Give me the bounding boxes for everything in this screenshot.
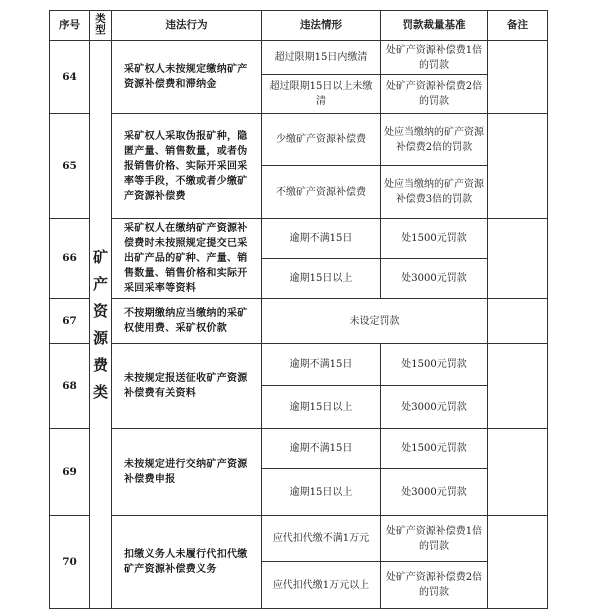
penalty-cell: 处3000元罚款 bbox=[381, 259, 488, 299]
remark-cell bbox=[488, 516, 548, 609]
situation-cell: 逾期15日以上 bbox=[262, 469, 381, 516]
penalty-cell: 处应当缴纳的矿产资源补偿费2倍的罚款 bbox=[381, 114, 488, 166]
remark-cell bbox=[488, 299, 548, 344]
situation-cell: 逾期15日以上 bbox=[262, 259, 381, 299]
behavior-cell: 不按期缴纳应当缴纳的采矿权使用费、采矿权价款 bbox=[112, 299, 262, 344]
remark-cell bbox=[488, 114, 548, 219]
penalty-cell: 处应当缴纳的矿产资源补偿费3倍的罚款 bbox=[381, 166, 488, 219]
header-num: 序号 bbox=[50, 11, 90, 41]
row-number: 69 bbox=[50, 429, 90, 516]
situation-cell: 逾期不满15日 bbox=[262, 344, 381, 386]
situation-cell: 应代扣代缴不满1万元 bbox=[262, 516, 381, 562]
penalty-cell: 处矿产资源补偿费1倍的罚款 bbox=[381, 41, 488, 75]
behavior-cell: 采矿权人未按规定缴纳矿产资源补偿费和滞纳金 bbox=[112, 41, 262, 114]
row-number: 70 bbox=[50, 516, 90, 609]
penalty-cell: 处3000元罚款 bbox=[381, 386, 488, 429]
remark-cell bbox=[488, 219, 548, 299]
penalty-cell: 处1500元罚款 bbox=[381, 219, 488, 259]
penalty-cell: 处1500元罚款 bbox=[381, 429, 488, 469]
penalty-cell: 处矿产资源补偿费2倍的罚款 bbox=[381, 562, 488, 609]
row-number: 66 bbox=[50, 219, 90, 299]
behavior-cell: 未按规定报送征收矿产资源补偿费有关资料 bbox=[112, 344, 262, 429]
row-number: 68 bbox=[50, 344, 90, 429]
category-cell: 矿产资源费类 bbox=[90, 41, 112, 609]
table-row bbox=[50, 344, 548, 386]
row-number: 65 bbox=[50, 114, 90, 219]
table-row bbox=[50, 219, 548, 259]
behavior-cell: 采矿权人在缴纳矿产资源补偿费时未按照规定提交已采出矿产品的矿种、产量、销售数量、销售价格和实际开采回采率等资料 bbox=[112, 219, 262, 299]
header-behavior: 违法行为 bbox=[112, 11, 262, 41]
situation-cell: 超过限期15日以上未缴清 bbox=[262, 75, 381, 114]
penalty-cell: 处1500元罚款 bbox=[381, 344, 488, 386]
situation-cell: 逾期不满15日 bbox=[262, 429, 381, 469]
table-row bbox=[50, 41, 548, 75]
header-situation: 违法情形 bbox=[262, 11, 381, 41]
situation-cell: 逾期不满15日 bbox=[262, 219, 381, 259]
behavior-cell: 扣缴义务人未履行代扣代缴矿产资源补偿费义务 bbox=[112, 516, 262, 609]
situation-cell: 少缴矿产资源补偿费 bbox=[262, 114, 381, 166]
penalty-cell: 处3000元罚款 bbox=[381, 469, 488, 516]
header-remark: 备注 bbox=[488, 11, 548, 41]
penalty-cell: 处矿产资源补偿费2倍的罚款 bbox=[381, 75, 488, 114]
situation-cell: 应代扣代缴1万元以上 bbox=[262, 562, 381, 609]
table-row bbox=[50, 114, 548, 166]
table-row bbox=[50, 299, 548, 344]
behavior-cell: 采矿权人采取伪报矿种，隐匿产量、销售数量，或者伪报销售价格、实际开采回采率等手段，不缴或者少缴矿产资源补偿费 bbox=[112, 114, 262, 219]
row-number: 64 bbox=[50, 41, 90, 114]
header-row bbox=[50, 11, 548, 41]
header-category: 类型 bbox=[90, 11, 112, 41]
situation-cell: 超过限期15日内缴清 bbox=[262, 41, 381, 75]
situation-cell: 逾期15日以上 bbox=[262, 386, 381, 429]
remark-cell bbox=[488, 429, 548, 516]
row-number: 67 bbox=[50, 299, 90, 344]
penalty-table bbox=[49, 10, 548, 609]
table-row bbox=[50, 429, 548, 469]
situation-cell: 不缴矿产资源补偿费 bbox=[262, 166, 381, 219]
behavior-cell: 未按规定进行交纳矿产资源补偿费申报 bbox=[112, 429, 262, 516]
remark-cell bbox=[488, 344, 548, 429]
table-row bbox=[50, 516, 548, 562]
penalty-cell: 未设定罚款 bbox=[262, 299, 488, 344]
remark-cell bbox=[488, 41, 548, 114]
header-standard: 罚款裁量基准 bbox=[381, 11, 488, 41]
penalty-cell: 处矿产资源补偿费1倍的罚款 bbox=[381, 516, 488, 562]
